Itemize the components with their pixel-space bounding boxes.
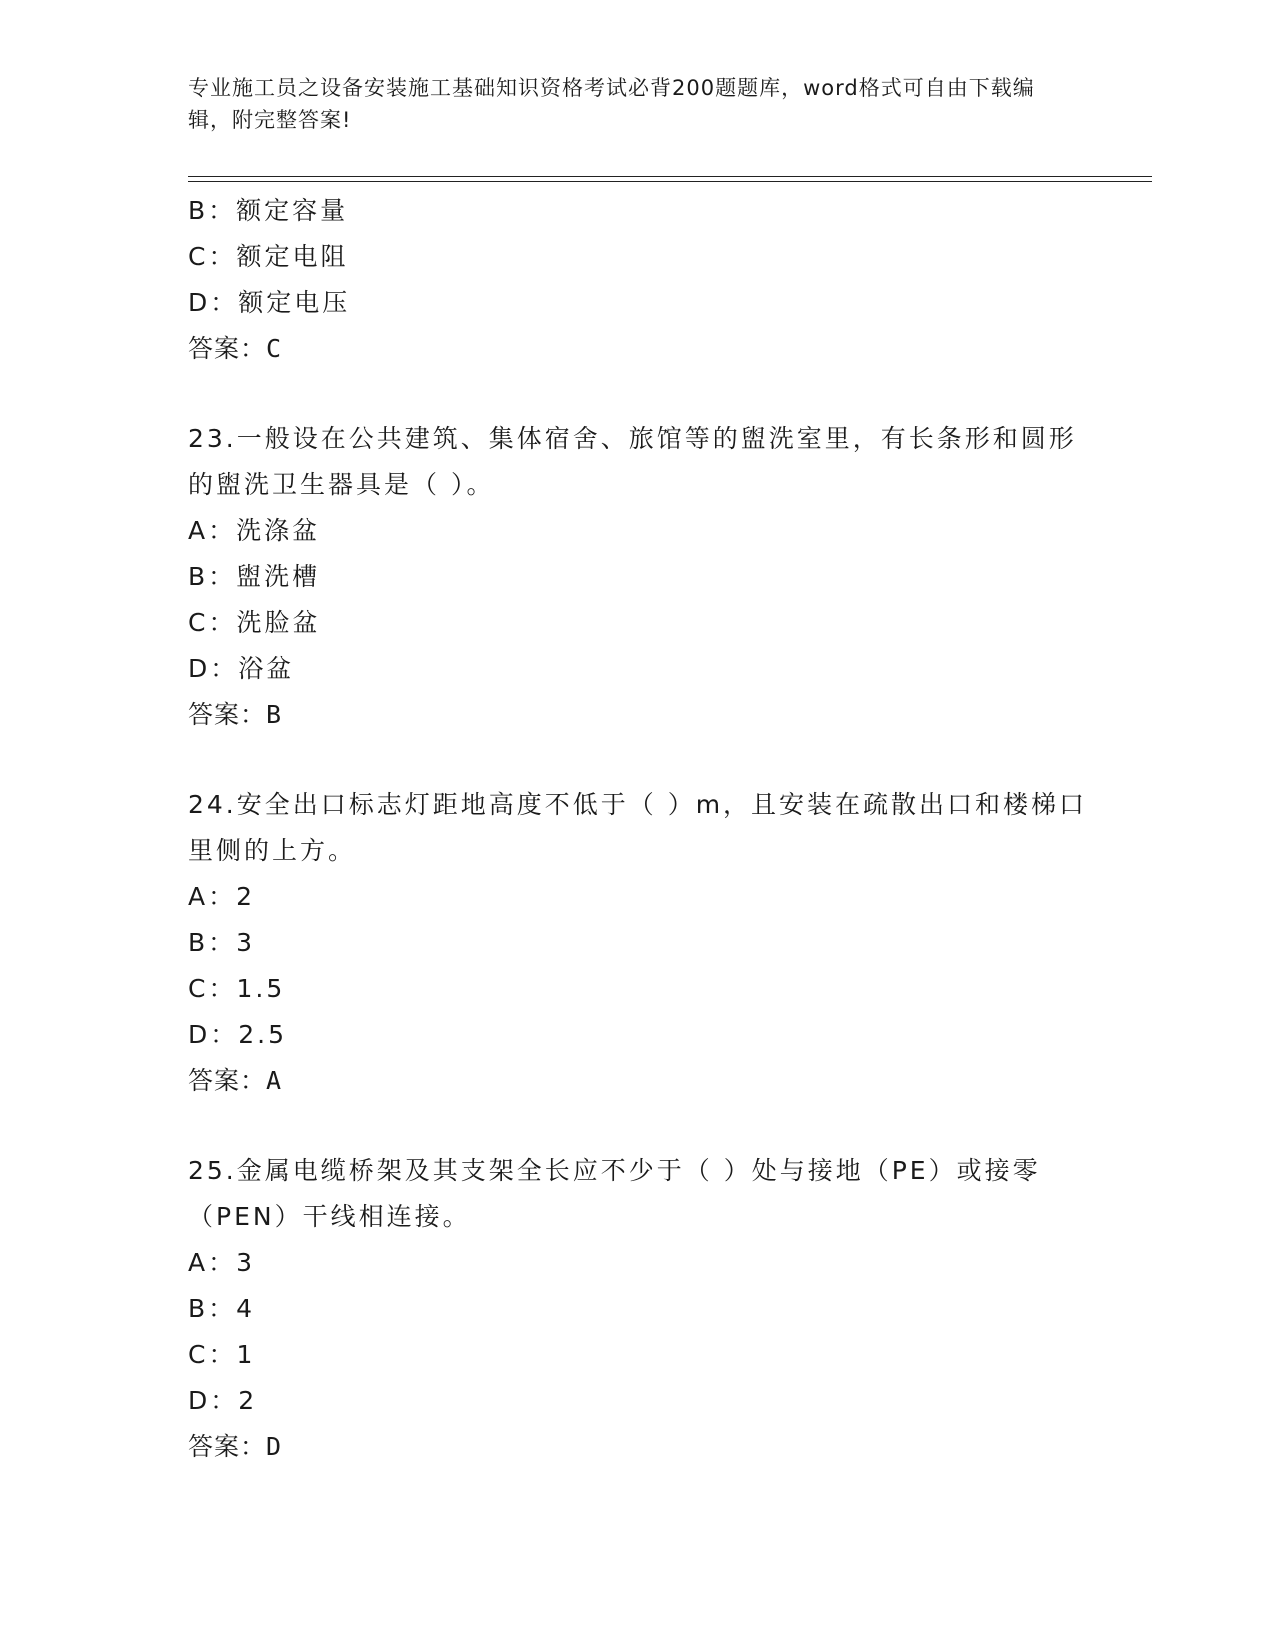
option-text: 1: [236, 1340, 256, 1369]
option-letter: D: [188, 1386, 211, 1415]
option-letter: B: [188, 196, 209, 225]
option-letter: D: [188, 288, 211, 317]
document-header: 专业施工员之设备安装施工基础知识资格考试必背200题题库，word格式可自由下载编辑，附完整答案!: [188, 76, 1035, 132]
header-divider-top: [188, 176, 1152, 177]
question-content: [188, 188, 1088, 1470]
answer-line: 答案：A: [188, 1066, 283, 1095]
option-line: A：2: [188, 882, 256, 911]
option-letter: B: [188, 928, 209, 957]
question-spacer: [188, 1104, 1088, 1148]
option-text: 盥洗槽: [236, 562, 321, 591]
option-text: 额定容量: [236, 196, 349, 225]
option-line: D：2: [188, 1386, 258, 1415]
option-text: 2.5: [238, 1020, 288, 1049]
option-letter: C: [188, 608, 209, 637]
option-letter: C: [188, 1340, 209, 1369]
option-line: B：盥洗槽: [188, 562, 321, 591]
option-letter: B: [188, 562, 209, 591]
option-text: 3: [236, 928, 256, 957]
option-line: D：额定电压: [188, 288, 351, 317]
option-letter: A: [188, 1248, 209, 1277]
option-text: 3: [236, 1248, 256, 1277]
option-letter: D: [188, 1020, 211, 1049]
option-letter: A: [188, 516, 209, 545]
option-letter: A: [188, 882, 209, 911]
option-line: C：洗脸盆: [188, 608, 321, 637]
option-letter: D: [188, 654, 211, 683]
option-line: D：2.5: [188, 1020, 288, 1049]
option-text: 洗脸盆: [236, 608, 321, 637]
option-letter: C: [188, 242, 209, 271]
option-line: B：额定容量: [188, 196, 349, 225]
question-stem: 24.安全出口标志灯距地高度不低于（ ）m，且安装在疏散出口和楼梯口里侧的上方。: [188, 790, 1088, 865]
answer-line: 答案：C: [188, 334, 283, 363]
option-line: A：3: [188, 1248, 256, 1277]
option-line: C：1: [188, 1340, 256, 1369]
option-text: 浴盆: [238, 654, 295, 683]
option-line: D：浴盆: [188, 654, 295, 683]
question-spacer: [188, 738, 1088, 782]
option-text: 洗涤盆: [236, 516, 321, 545]
option-text: 4: [236, 1294, 256, 1323]
option-letter: B: [188, 1294, 209, 1323]
option-text: 1.5: [236, 974, 286, 1003]
question-stem: 23.一般设在公共建筑、集体宿舍、旅馆等的盥洗室里，有长条形和圆形的盥洗卫生器具是（ ）。: [188, 424, 1077, 499]
option-line: B：3: [188, 928, 256, 957]
option-text: 2: [238, 1386, 258, 1415]
option-text: 额定电阻: [236, 242, 349, 271]
option-text: 额定电压: [238, 288, 351, 317]
option-line: C：1.5: [188, 974, 286, 1003]
question-spacer: [188, 372, 1088, 416]
option-line: B：4: [188, 1294, 256, 1323]
option-line: A：洗涤盆: [188, 516, 321, 545]
answer-line: 答案：B: [188, 700, 283, 729]
option-text: 2: [236, 882, 256, 911]
answer-line: 答案：D: [188, 1432, 283, 1461]
option-line: C：额定电阻: [188, 242, 349, 271]
header-divider-bottom: [188, 181, 1152, 182]
option-letter: C: [188, 974, 209, 1003]
question-stem: 25.金属电缆桥架及其支架全长应不少于（ ）处与接地（PE）或接零（PEN）干线相连接。: [188, 1156, 1041, 1231]
